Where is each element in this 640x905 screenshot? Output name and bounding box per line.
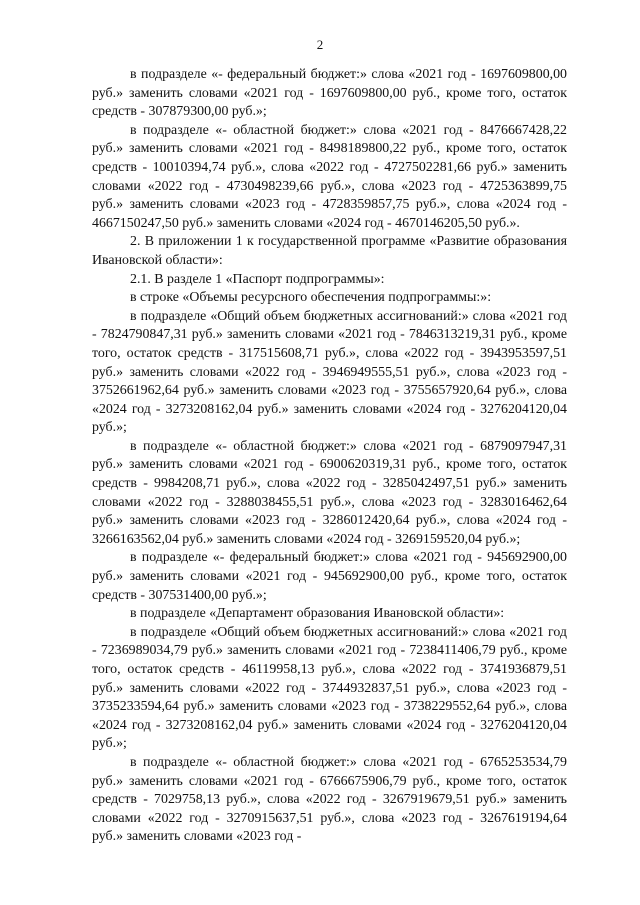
paragraph: в подразделе «Департамент образования Ивановской области»: [130,606,505,622]
paragraph: в подразделе «- федеральный бюджет:» слова «2021 год - 945692900,00 руб.» заменить словами «2021 год - 945692900,00 руб., кроме того, остаток средств - 307531400,00 руб.»; [92,550,567,603]
paragraph: в подразделе «- областной бюджет:» слова «2021 год - 6879097947,31 руб.» заменить словами «2021 год - 6900620319,31 руб., кроме того, остаток средств - 9984208,71 руб.», слова «2022 год - 3285042497,51 руб.» заменить словами «2022 год - 3288038455,51 руб.», слова «2023 год - 3283016462,64 руб.» заменить словами «2023 год - 3286012420,64 руб.», слова «2024 год - 3266163562,04 руб.» заменить словами «2024 год - 3269159520,04 руб.»; [92,438,567,547]
page-number: 2 [316,37,324,52]
paragraph: в подразделе «- федеральный бюджет:» слова «2021 год - 1697609800,00 руб.» заменить словами «2021 год - 1697609800,00 руб., кроме того, остаток средств - 307879300,00 руб.»; [92,67,567,120]
paragraph: 2. В приложении 1 к государственной программе «Развитие образования Ивановской области»: [92,234,567,268]
paragraph: в подразделе «Общий объем бюджетных ассигнований:» слова «2021 год - 7824790847,31 руб.» заменить словами «2021 год - 7846313219,31 руб., кроме того, остаток средств - 317515608,71 руб.», слова «2022 год - 3943953597,51 руб.» заменить словами «2022 год - 3946949555,51 руб.», слова «2023 год - 3752661962,64 руб.» заменить словами «2023 год - 3755657920,64 руб.», слова «2024 год - 3273208162,04 руб.» заменить словами «2024 год - 3276204120,04 руб.»; [92,308,567,436]
document-body [92,66,567,847]
paragraph: в подразделе «Общий объем бюджетных ассигнований:» слова «2021 год - 7236989034,79 руб.» заменить словами «2021 год - 7238411406,79 руб., кроме того, остаток средств - 46119958,13 руб.», слова «2022 год - 3741936879,51 руб.» заменить словами «2022 год - 3744932837,51 руб.», слова «2023 год - 3735233594,64 руб.» заменить словами «2023 год - 3738229552,64 руб.», слова «2024 год - 3273208162,04 руб.» заменить словами «2024 год - 3276204120,04 руб.»; [92,624,567,752]
paragraph: в подразделе «- областной бюджет:» слова «2021 год - 8476667428,22 руб.» заменить словами «2021 год - 8498189800,22 руб., кроме того, остаток средств - 10010394,74 руб.», слова «2022 год - 4727502281,66 руб.» заменить словами «2022 год - 4730498239,66 руб.», слова «2023 год - 4725363899,75 руб.» заменить словами «2023 год - 4728359857,75 руб.», слова «2024 год - 4667150247,50 руб.» заменить словами «2024 год - 4670146205,50 руб.». [92,122,567,231]
paragraph: в строке «Объемы ресурсного обеспечения подпрограммы:»: [130,290,492,306]
paragraph: 2.1. В разделе 1 «Паспорт подпрограммы»: [130,271,385,287]
paragraph: в подразделе «- областной бюджет:» слова «2021 год - 6765253534,79 руб.» заменить словами «2021 год - 6766675906,79 руб., кроме того, остаток средств - 7029758,13 руб.», слова «2022 год - 3267919679,51 руб.» заменить словами «2022 год - 3270915637,51 руб.», слова «2023 год - 3267619194,64 руб.» заменить словами «2023 год - [92,754,567,845]
